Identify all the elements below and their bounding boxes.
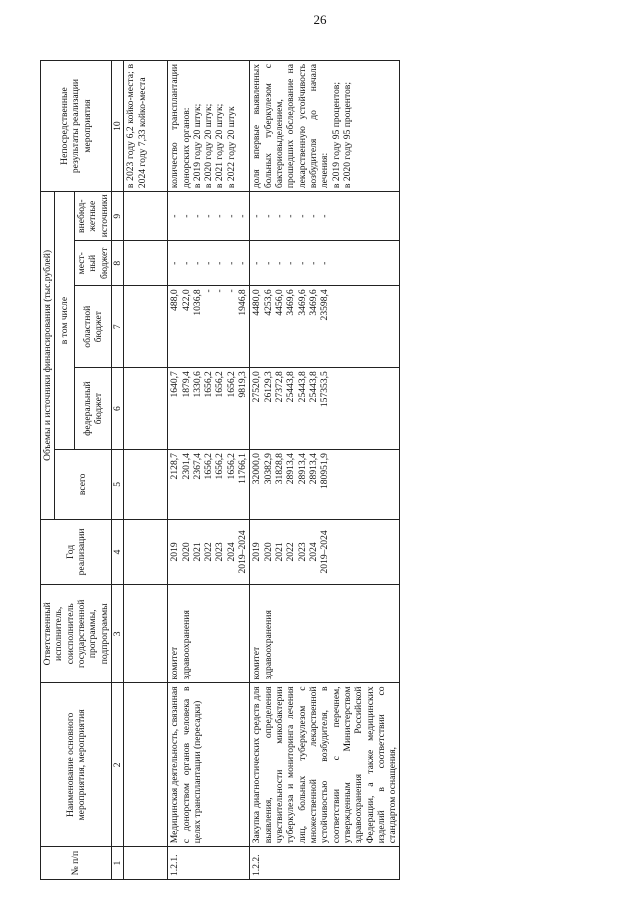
row-years xyxy=(124,519,168,585)
row-years: 2019 2020 2021 2022 2023 2024 2019–2024 xyxy=(168,519,250,585)
row-results: количество трансплантации донорских органов: в 2019 году 20 штук; в 2020 году 20 штук; в 2021 году 20 штук; в 2022 году 20 штук xyxy=(168,61,250,192)
row-regional: 488,0 422,0 1036,8 - - - 1946,8 xyxy=(168,286,250,368)
col-number: 1 xyxy=(111,847,123,880)
row-local: - - - - - - - xyxy=(250,241,400,286)
header-total: всего xyxy=(55,450,112,520)
row-name xyxy=(124,683,168,847)
header-offbudget: внебюд- жетные источники xyxy=(74,192,111,241)
header-results: Непосредственные результаты реализации мероприятия xyxy=(41,61,112,192)
header-federal: федеральный бюджет xyxy=(74,368,111,450)
row-offbudget: - - - - - - - xyxy=(168,192,250,241)
col-number: 6 xyxy=(111,368,123,450)
header-regional: областной бюджет xyxy=(74,286,111,368)
header-executor: Ответственный исполнитель, соисполнитель государственной программы, подпрограммы xyxy=(41,585,112,683)
rotated-page xyxy=(40,60,600,880)
row-results: в 2023 году 6,2 койко-места; в 2024 году 7,33 койко-места xyxy=(124,61,168,192)
row-total: 32000,0 30382,9 31828,8 28913,4 28913,4 28913,4 180951,9 xyxy=(250,450,400,520)
table-row xyxy=(250,61,400,880)
row-regional xyxy=(124,286,168,368)
row-executor: комитет здравоохранения xyxy=(168,585,250,683)
header-name: Наименование основного мероприятия, мероприятия xyxy=(41,683,112,847)
row-executor xyxy=(124,585,168,683)
row-name: Медицинская деятельность, связанная с донорством органов человека в целях трансплантации (пересадки) xyxy=(168,683,250,847)
col-number: 8 xyxy=(111,241,123,286)
col-number: 5 xyxy=(111,450,123,520)
header-including: в том числе xyxy=(55,192,75,450)
row-num xyxy=(124,847,168,880)
row-federal: 27520,0 26129,3 27372,8 25443,8 25443,8 25443,8 157353,5 xyxy=(250,368,400,450)
row-name: Закупка диагностических средств для выявления, определения чувствительности микобактерии туберкулеза и мониторинга лечения лиц, больных туберкулезом с множественной лекарственной устойчивостью возбудителя, в соответствии с перечнем, утвержденным Министерством здравоохранения Российской Федерации, а также медицинских изделий в соответствии со стандартом оснащения, xyxy=(250,683,400,847)
row-regional: 4480,0 4253,6 4456,0 3469,6 3469,6 3469,6 23598,4 xyxy=(250,286,400,368)
header-local: мест- ный бюджет xyxy=(74,241,111,286)
row-results: доля впервые выявленных больных туберкулезом с бактериовыделением, прошедших обследование на лекарственную устойчивость возбудителя до начала лечения: в 2019 году 95 процентов; в 2020 году 95 процентов; xyxy=(250,61,400,192)
header-num: № п/п xyxy=(41,847,112,880)
col-number: 4 xyxy=(111,519,123,585)
row-total: 2128,7 2301,4 2367,4 1656,2 1656,2 1656,2 11766,1 xyxy=(168,450,250,520)
row-years: 2019 2020 2021 2022 2023 2024 2019–2024 xyxy=(250,519,400,585)
row-num: 1.2.2. xyxy=(250,847,400,880)
table-row xyxy=(124,61,168,880)
col-number: 10 xyxy=(111,61,123,192)
row-total xyxy=(124,450,168,520)
page-number: 26 xyxy=(313,12,327,27)
row-executor: комитет здравоохранения xyxy=(250,585,400,683)
header-funding-group: Объемы и источники финансирования (тыс.рублей) xyxy=(41,192,55,520)
row-offbudget xyxy=(124,192,168,241)
row-offbudget: - - - - - - - xyxy=(250,192,400,241)
row-local: - - - - - - - xyxy=(168,241,250,286)
row-num: 1.2.1. xyxy=(168,847,250,880)
col-number: 2 xyxy=(111,683,123,847)
col-number: 3 xyxy=(111,585,123,683)
header-year: Год реализации xyxy=(41,519,112,585)
col-number: 9 xyxy=(111,192,123,241)
table-row xyxy=(168,61,250,880)
row-local xyxy=(124,241,168,286)
program-table xyxy=(40,60,400,880)
col-number: 7 xyxy=(111,286,123,368)
row-federal xyxy=(124,368,168,450)
row-federal: 1640,7 1879,4 1330,6 1656,2 1656,2 1656,2 9819,3 xyxy=(168,368,250,450)
